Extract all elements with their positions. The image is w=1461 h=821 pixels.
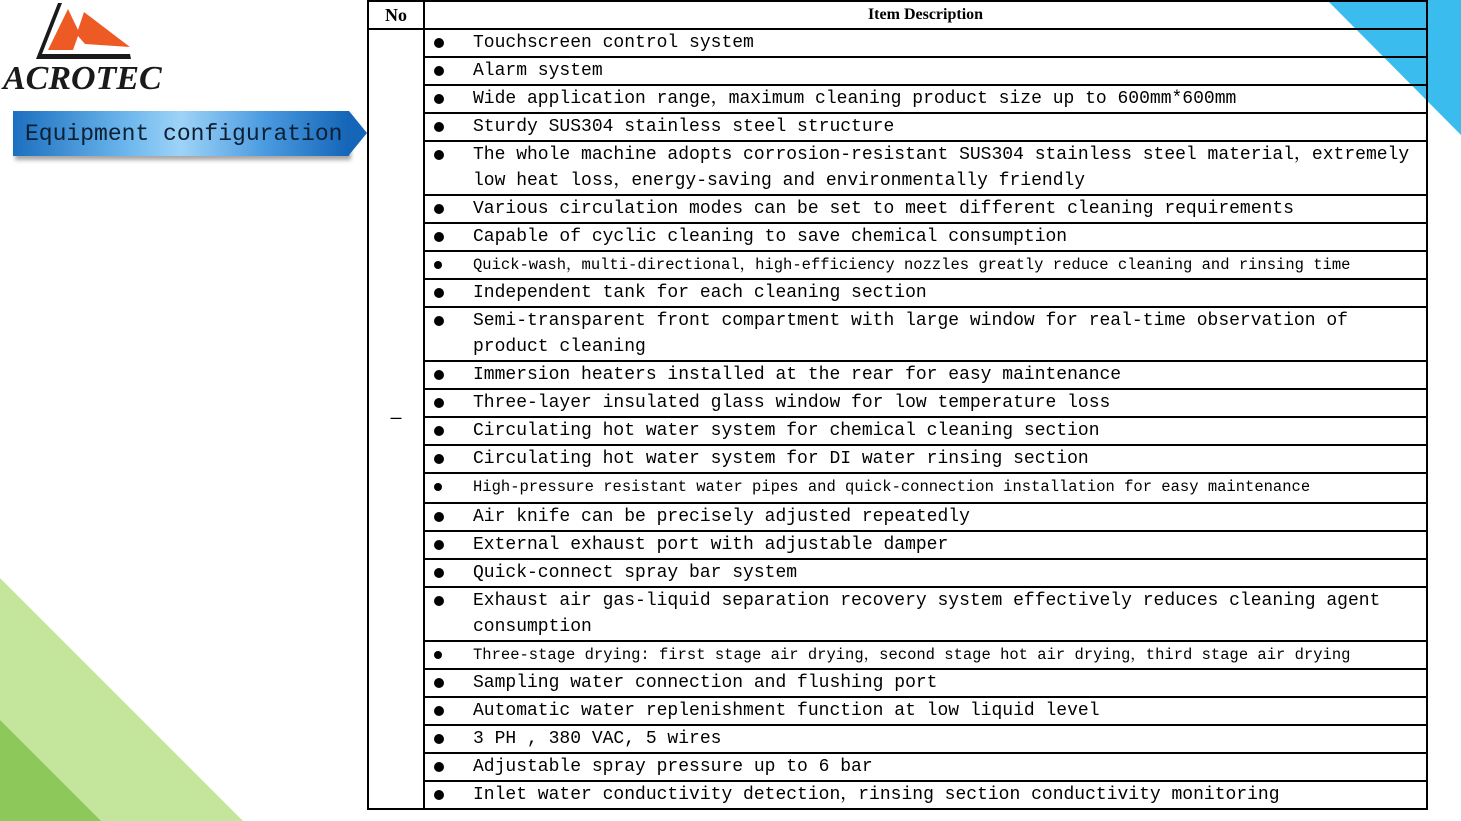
table-row <box>368 29 1427 57</box>
item-description <box>424 141 1427 195</box>
bullet-icon <box>434 540 444 550</box>
item-text: External exhaust port with adjustable damper <box>473 535 949 555</box>
bullet-icon <box>434 288 444 298</box>
bullet-icon <box>434 204 444 214</box>
table-row <box>368 389 1427 417</box>
table-row <box>368 587 1427 641</box>
item-description <box>424 57 1427 85</box>
bullet-icon <box>434 398 444 408</box>
item-description <box>424 279 1427 307</box>
bullet-icon <box>434 38 444 48</box>
bullet-icon <box>434 706 444 716</box>
item-text: Circulating hot water system for chemical cleaning section <box>473 421 1100 441</box>
item-description <box>424 725 1427 753</box>
item-description <box>424 531 1427 559</box>
config-table <box>367 0 1428 810</box>
table-row <box>368 279 1427 307</box>
header-no: No <box>368 1 424 29</box>
table-row <box>368 223 1427 251</box>
section-banner <box>13 111 349 156</box>
table-row <box>368 361 1427 389</box>
bullet-icon <box>434 734 444 744</box>
bullet-icon <box>434 651 442 659</box>
item-text: Three-layer insulated glass window for low temperature loss <box>473 393 1111 413</box>
item-text: Quick-wash，multi-directional，high-efficiency nozzles greatly reduce cleaning and rinsing time <box>473 256 1351 274</box>
item-text: Sampling water connection and flushing port <box>473 673 938 693</box>
table-row <box>368 641 1427 669</box>
item-text: Various circulation modes can be set to meet different cleaning requirements <box>473 199 1294 219</box>
item-text: Air knife can be precisely adjusted repeatedly <box>473 507 970 527</box>
header-desc: Item Description <box>424 1 1427 29</box>
item-description <box>424 669 1427 697</box>
item-description <box>424 195 1427 223</box>
item-text: Automatic water replenishment function at low liquid level <box>473 701 1100 721</box>
table-row <box>368 195 1427 223</box>
bullet-icon <box>434 790 444 800</box>
table-row <box>368 473 1427 503</box>
item-text: Three-stage drying: first stage air drying，second stage hot air drying，third stage air drying <box>473 646 1351 664</box>
bullet-icon <box>434 596 444 606</box>
item-text: Wide application range，maximum cleaning product size up to 600mm*600mm <box>473 89 1237 109</box>
item-text: High-pressure resistant water pipes and quick-connection installation for easy maintenance <box>473 478 1311 496</box>
item-description <box>424 587 1427 641</box>
bullet-icon <box>434 678 444 688</box>
table-row <box>368 57 1427 85</box>
table-row <box>368 445 1427 473</box>
item-description <box>424 307 1427 361</box>
table-row <box>368 417 1427 445</box>
item-text: Circulating hot water system for DI water rinsing section <box>473 449 1089 469</box>
table-row <box>368 697 1427 725</box>
bullet-icon <box>434 232 444 242</box>
item-description <box>424 503 1427 531</box>
item-text: Exhaust air gas-liquid separation recovery system effectively reduces cleaning agent consumption <box>473 591 1381 637</box>
decor-green-triangle-dark <box>0 720 101 821</box>
bullet-icon <box>434 454 444 464</box>
table-row <box>368 559 1427 587</box>
item-description <box>424 223 1427 251</box>
bullet-icon <box>434 370 444 380</box>
item-description <box>424 753 1427 781</box>
bullet-icon <box>434 762 444 772</box>
table-row <box>368 781 1427 809</box>
item-description <box>424 417 1427 445</box>
item-text: Independent tank for each cleaning section <box>473 283 927 303</box>
item-description <box>424 781 1427 809</box>
item-text: Touchscreen control system <box>473 33 754 53</box>
table-row <box>368 307 1427 361</box>
table-row <box>368 503 1427 531</box>
item-description <box>424 29 1427 57</box>
item-text: Immersion heaters installed at the rear for easy maintenance <box>473 365 1122 385</box>
item-description <box>424 641 1427 669</box>
item-description <box>424 361 1427 389</box>
item-text: 3 PH , 380 VAC, 5 wires <box>473 729 722 749</box>
table-row <box>368 251 1427 279</box>
item-description <box>424 559 1427 587</box>
item-text: The whole machine adopts corrosion-resistant SUS304 stainless steel material，extremely low heat loss，energy-saving and environmentally friendly <box>473 145 1410 191</box>
item-description <box>424 251 1427 279</box>
bullet-icon <box>434 94 444 104</box>
bullet-icon <box>434 150 444 160</box>
bullet-icon <box>434 483 442 491</box>
item-text: Semi-transparent front compartment with large window for real-time observation of product cleaning <box>473 311 1348 357</box>
item-text: Adjustable spray pressure up to 6 bar <box>473 757 873 777</box>
item-text: Sturdy SUS304 stainless steel structure <box>473 117 895 137</box>
item-description <box>424 445 1427 473</box>
item-description <box>424 113 1427 141</box>
table-row <box>368 85 1427 113</box>
bullet-icon <box>434 512 444 522</box>
item-text: Capable of cyclic cleaning to save chemical consumption <box>473 227 1068 247</box>
item-number: — <box>368 29 424 809</box>
item-description <box>424 85 1427 113</box>
item-description <box>424 697 1427 725</box>
item-description <box>424 473 1427 503</box>
item-text: Quick-connect spray bar system <box>473 563 798 583</box>
table-row <box>368 669 1427 697</box>
table-row <box>368 113 1427 141</box>
bullet-icon <box>434 568 444 578</box>
table-row <box>368 141 1427 195</box>
table-row <box>368 531 1427 559</box>
section-title: Equipment configuration <box>25 121 343 147</box>
bullet-icon <box>434 122 444 132</box>
bullet-icon <box>434 426 444 436</box>
item-text: Alarm system <box>473 61 603 81</box>
bullet-icon <box>434 261 442 269</box>
item-text: Inlet water conductivity detection，rinsing section conductivity monitoring <box>473 785 1280 805</box>
item-description <box>424 389 1427 417</box>
bullet-icon <box>434 66 444 76</box>
table-row <box>368 753 1427 781</box>
bullet-icon <box>434 316 444 326</box>
table-row <box>368 725 1427 753</box>
brand-name: ACROTEC <box>3 60 162 97</box>
